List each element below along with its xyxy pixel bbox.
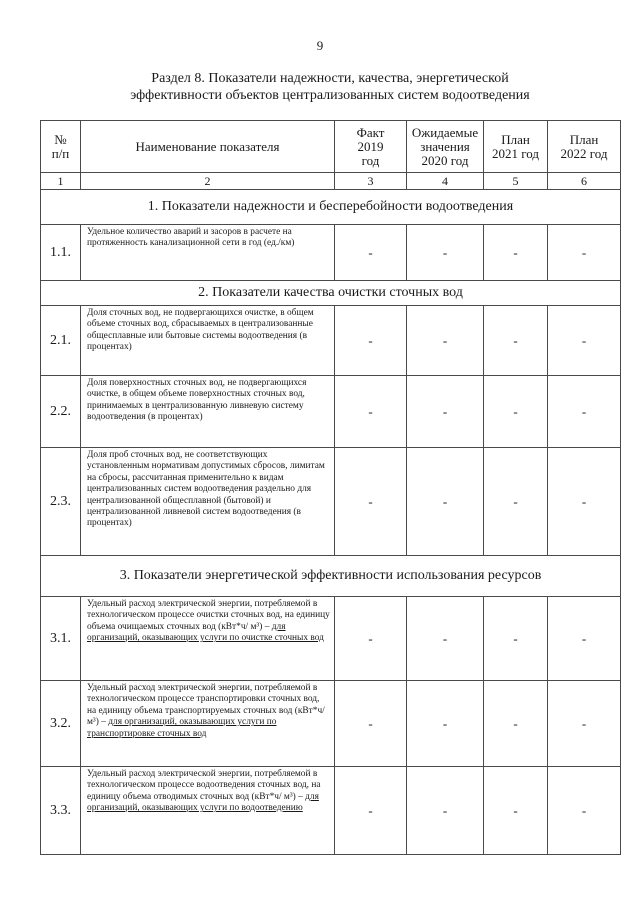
expected-2020-value: - (407, 448, 484, 556)
row-number: 2.2. (41, 376, 81, 448)
header-plan2022-line-2: 2022 год (560, 145, 608, 161)
expected-2020-value: - (407, 597, 484, 681)
indicator-text: Удельное количество аварий и засоров в расчете на протяженность канализационной сети в год (ед./км) (87, 227, 295, 249)
fact-2019-value: - (335, 306, 407, 376)
fact-2019-value: - (335, 767, 407, 855)
section-heading: 2. Показатели качества очистки сточных вод (41, 281, 621, 306)
indicator-underlined-text: для организаций, оказывающих услуги по транспортировке сточных вод (87, 717, 277, 739)
indicator-text: Доля проб сточных вод, не соответствующих установленным нормативам допустимых сбросов, лимитам на сбросы, рассчитанная применительно к видам централизованных систем водоотведения раздельно для централизованной общесплавной (бытовой) и централизованной ливневой систем водоотведения (в процентах) (87, 450, 325, 529)
header-plan2022-line-1: План (569, 131, 599, 147)
indicator-name (81, 448, 335, 556)
plan-2021-value: - (484, 448, 548, 556)
table-row (41, 448, 621, 556)
indicator-text: Удельный расход электрической энергии, потребляемой в технологическом процессе очистки сточных вод, на единицу объема очищаемых сточных вод (кВт*ч/ м³) – (87, 599, 330, 632)
column-index: 6 (548, 173, 621, 190)
header-expected-line-1: Ожидаемые (411, 124, 479, 140)
section-title-line-1: Раздел 8. Показатели надежности, качества, энергетической (151, 71, 509, 86)
section-heading-row (41, 556, 621, 597)
fact-2019-value: - (335, 681, 407, 767)
table-row (41, 376, 621, 448)
header-fact-line-3: год (361, 152, 380, 168)
indicator-text: Удельный расход электрической энергии, потребляемой в технологическом процессе водоотведения сточных вод, на единицу объема отводимых сточных вод (кВт*ч/ м³) – (87, 769, 321, 802)
header-fact-line-1: Факт (356, 124, 385, 140)
column-index: 2 (81, 173, 335, 190)
table-row (41, 681, 621, 767)
header-name: Наименование показателя (81, 121, 335, 173)
expected-2020-value: - (407, 376, 484, 448)
table-row (41, 225, 621, 281)
plan-2022-value: - (548, 225, 621, 281)
row-number: 1.1. (41, 225, 81, 281)
column-index: 5 (484, 173, 548, 190)
row-number: 3.1. (41, 597, 81, 681)
plan-2022-value: - (548, 306, 621, 376)
plan-2022-value: - (548, 376, 621, 448)
indicator-text: Доля сточных вод, не подвергающихся очистке, в общем объеме сточных вод, сбрасываемых в централизованные общесплавные или бытовые системы водоотведения (в процентах) (87, 308, 314, 353)
indicator-name (81, 767, 335, 855)
header-num (41, 121, 81, 173)
plan-2021-value: - (484, 681, 548, 767)
section-heading-row (41, 190, 621, 225)
column-index: 4 (407, 173, 484, 190)
section-heading-row (41, 281, 621, 306)
fact-2019-value: - (335, 597, 407, 681)
header-expected-2020 (407, 121, 484, 173)
table-row (41, 306, 621, 376)
plan-2022-value: - (548, 681, 621, 767)
plan-2021-value: - (484, 376, 548, 448)
header-plan-2022 (548, 121, 621, 173)
column-index: 1 (41, 173, 81, 190)
header-fact-2019 (335, 121, 407, 173)
expected-2020-value: - (407, 225, 484, 281)
expected-2020-value: - (407, 681, 484, 767)
header-plan2021-line-1: План (501, 131, 530, 147)
plan-2022-value: - (548, 448, 621, 556)
header-plan-2021 (484, 121, 548, 173)
header-plan2021-line-2: 2021 год (492, 145, 539, 161)
table-row (41, 597, 621, 681)
plan-2022-value: - (548, 597, 621, 681)
indicator-underlined-text: для организаций, оказывающих услуги по очистке сточных вод (87, 621, 324, 644)
header-expected-line-2: значения (420, 138, 470, 154)
plan-2021-value: - (484, 767, 548, 855)
indicator-text: Удельный расход электрической энергии, потребляемой в технологическом процессе транспортировки сточных вод, на единицу объема транспортируемых сточных вод (кВт*ч/ м³) – (87, 683, 325, 728)
section-title (40, 70, 620, 104)
plan-2021-value: - (484, 306, 548, 376)
row-number: 2.3. (41, 448, 81, 556)
indicator-text: Доля поверхностных сточных вод, не подвергающихся очистке, в общем объеме поверхностных сточных вод, принимаемых в централизованную ливневую систему водоотведения (в процентах) (87, 378, 307, 423)
indicator-name (81, 597, 335, 681)
header-num-line-1: № (54, 131, 67, 147)
expected-2020-value: - (407, 306, 484, 376)
plan-2021-value: - (484, 597, 548, 681)
header-num-line-2: п/п (51, 145, 70, 161)
column-index: 3 (335, 173, 407, 190)
row-number: 2.1. (41, 306, 81, 376)
plan-2022-value: - (548, 767, 621, 855)
row-number: 3.3. (41, 767, 81, 855)
header-fact-line-2: 2019 (357, 138, 384, 154)
indicator-name (81, 225, 335, 281)
column-index-row (41, 173, 621, 190)
indicator-name (81, 376, 335, 448)
indicator-name (81, 306, 335, 376)
indicator-name (81, 681, 335, 767)
section-title-line-2: эффективности объектов централизованных систем водоотведения (130, 88, 530, 103)
header-expected-line-3: 2020 год (421, 152, 469, 168)
row-number: 3.2. (41, 681, 81, 767)
plan-2021-value: - (484, 225, 548, 281)
indicators-table (40, 120, 621, 855)
header-row (41, 121, 621, 173)
fact-2019-value: - (335, 448, 407, 556)
expected-2020-value: - (407, 767, 484, 855)
indicator-underlined-text: для организаций, оказывающих услуги по водоотведению (87, 791, 319, 814)
fact-2019-value: - (335, 376, 407, 448)
page-number: 9 (316, 38, 324, 53)
table-row (41, 767, 621, 855)
section-heading: 3. Показатели энергетической эффективности использования ресурсов (41, 556, 621, 597)
fact-2019-value: - (335, 225, 407, 281)
section-heading: 1. Показатели надежности и бесперебойности водоотведения (41, 190, 621, 225)
